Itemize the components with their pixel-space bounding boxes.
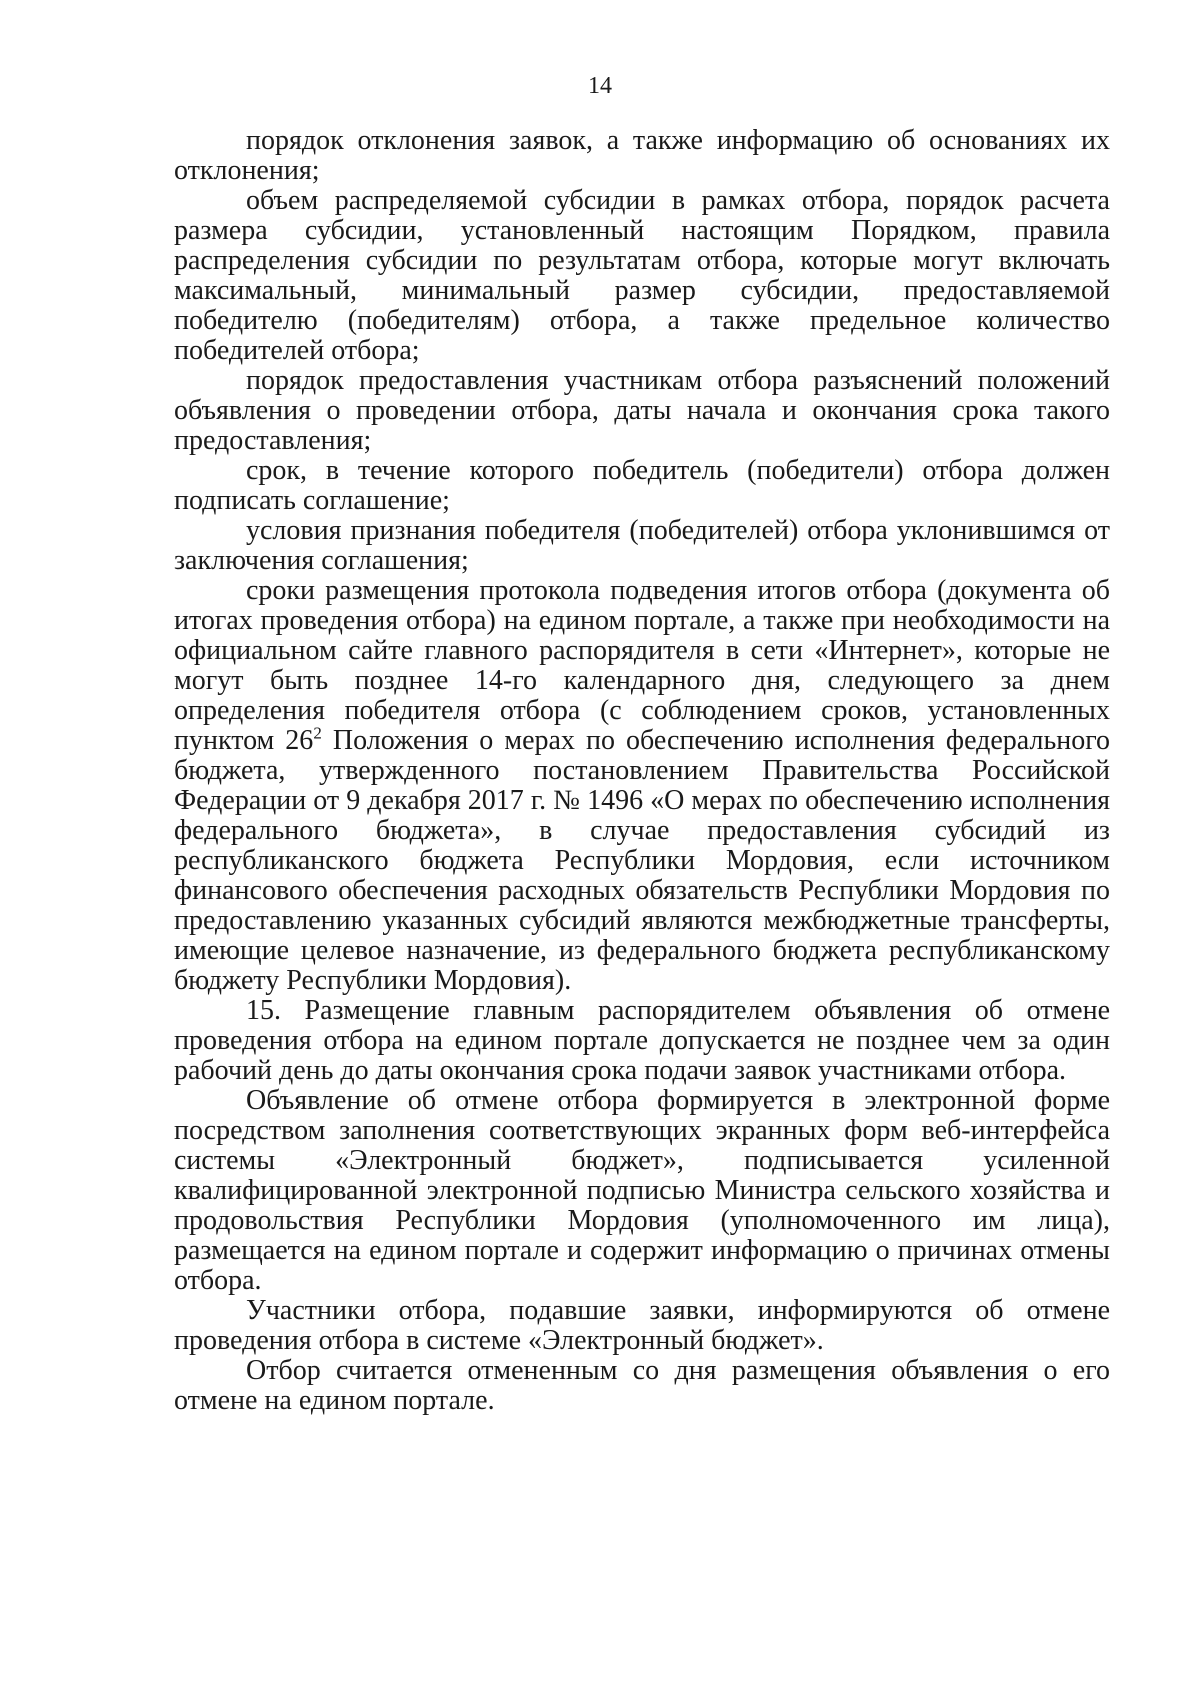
paragraph-cancelled-date: Отбор считается отмененным со дня размещения объявления о его отмене на едином портале.: [174, 1355, 1110, 1416]
paragraph-evasion-conditions: условия признания победителя (победителей) отбора уклонившимся от заключения соглашения;: [174, 515, 1110, 576]
paragraph-protocol-terms: [174, 576, 1110, 996]
paragraph-participants-informed: Участники отбора, подавшие заявки, информируются об отмене проведения отбора в системе «Электронный бюджет».: [174, 1295, 1110, 1356]
paragraph-15-cancellation: 15. Размещение главным распорядителем объявления об отмене проведения отбора на едином портале допускается не позднее чем за один рабочий день до даты окончания срока подачи заявок участниками отбора.: [174, 995, 1110, 1086]
paragraph-clarifications: порядок предоставления участникам отбора разъяснений положений объявления о проведении отбора, даты начала и окончания срока такого предоставления;: [174, 365, 1110, 456]
page-number: 14: [588, 73, 612, 99]
paragraph-rejection-procedure: порядок отклонения заявок, а также информацию об основаниях их отклонения;: [174, 125, 1110, 186]
protocol-terms-text-before: сроки размещения протокола подведения итогов отбора (документа об итогах проведения отбора) на едином портале, а также при необходимости на официальном сайте главного распорядителя в сети «Интернет», которые не могут быть позднее 14-го календарного дня, следующего за днем определения победителя отбора (с соблюдением сроков, установленных пунктом 26: [174, 575, 1110, 756]
paragraph-subsidy-volume: объем распределяемой субсидии в рамках отбора, порядок расчета размера субсидии, установленный настоящим Порядком, правила распределения субсидии по результатам отбора, которые могут включать максимальный, минимальный размер субсидии, предоставляемой победителю (победителям) отбора, а также предельное количество победителей отбора;: [174, 185, 1110, 366]
protocol-terms-text-after: Положения о мерах по обеспечению исполнения федерального бюджета, утвержденного постановлением Правительства Российской Федерации от 9 декабря 2017 г. № 1496 «О мерах по обеспечению исполнения федерального бюджета», в случае предоставления субсидий из республиканского бюджета Республики Мордовия, если источником финансового обеспечения расходных обязательств Республики Мордовия по предоставлению указанных субсидий являются межбюджетные трансферты, имеющие целевое назначение, из федерального бюджета республиканскому бюджету Республики Мордовия).: [174, 725, 1110, 996]
protocol-terms-superscript: 2: [313, 723, 322, 743]
paragraph-signing-term: срок, в течение которого победитель (победители) отбора должен подписать соглашение;: [174, 455, 1110, 516]
document-body: [174, 126, 1110, 1416]
paragraph-cancellation-announcement: Объявление об отмене отбора формируется в электронной форме посредством заполнения соответствующих экранных форм веб-интерфейса системы «Электронный бюджет», подписывается усиленной квалифицированной электронной подписью Министра сельского хозяйства и продовольствия Республики Мордовия (уполномоченного им лица), размещается на едином портале и содержит информацию о причинах отмены отбора.: [174, 1085, 1110, 1296]
